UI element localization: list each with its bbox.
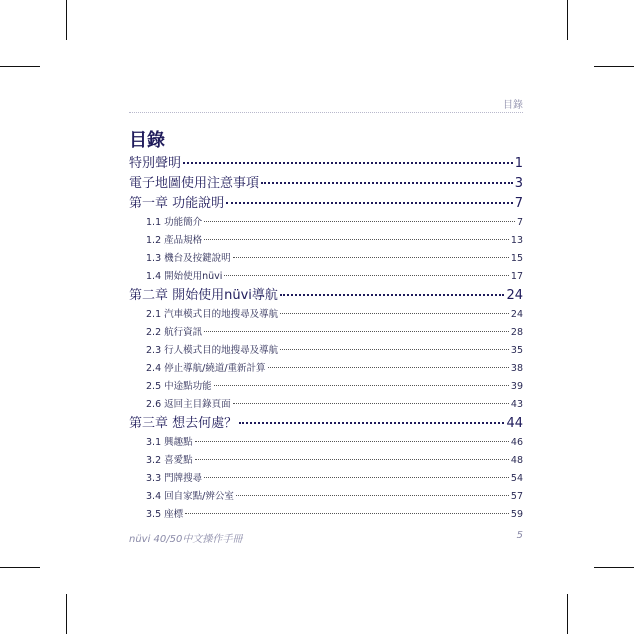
toc-leader-dots <box>261 182 513 184</box>
toc-entry-page: 44 <box>506 416 523 431</box>
toc-section-entry[interactable] <box>129 360 523 378</box>
toc-leader-dots <box>280 294 505 296</box>
toc-entry-label: 2.3 行人模式目的地搜尋及導航 <box>146 345 279 356</box>
toc-chapter-entry[interactable] <box>129 154 523 174</box>
toc-entry-page: 17 <box>510 271 523 282</box>
crop-mark-top-left-h <box>0 66 40 67</box>
toc-entry-page: 48 <box>510 455 523 466</box>
toc-leader-dots <box>226 202 513 204</box>
toc-chapter-entry[interactable] <box>129 194 523 214</box>
toc-entry-page: 24 <box>510 309 523 320</box>
toc-entry-page: 15 <box>510 253 523 264</box>
toc-entry-label: 3.4 回自家點/辨公室 <box>146 491 234 502</box>
toc-leader-dots <box>236 495 509 496</box>
toc-section-entry[interactable] <box>129 306 523 324</box>
toc-entry-label: 2.1 汽車模式目的地搜尋及導航 <box>146 309 279 320</box>
toc-entry-label: 3.2 喜愛點 <box>146 455 193 466</box>
toc-entry-label: 2.2 航行資訊 <box>146 327 203 338</box>
toc-entry-label: 1.3 機台及按鍵說明 <box>146 253 231 264</box>
toc-section-entry[interactable] <box>129 268 523 286</box>
toc-section-entry[interactable] <box>129 232 523 250</box>
footer-page-number: 5 <box>516 530 523 541</box>
toc-leader-dots <box>224 275 508 276</box>
toc-leader-dots <box>280 349 509 350</box>
crop-mark-bottom-right <box>567 594 568 634</box>
crop-mark-bottom-right-h <box>594 567 634 568</box>
toc-entry-page: 1 <box>514 156 523 171</box>
toc-section-entry[interactable] <box>129 488 523 506</box>
toc-section-entry[interactable] <box>129 452 523 470</box>
toc-leader-dots <box>183 162 513 164</box>
toc-entry-page: 35 <box>510 345 523 356</box>
toc-leader-dots <box>195 459 509 460</box>
crop-mark-bottom-left-h <box>0 567 40 568</box>
toc-section-entry[interactable] <box>129 250 523 268</box>
running-header: 目錄 <box>503 100 523 111</box>
toc-entry-label: 1.4 開始使用nüvi <box>146 271 223 282</box>
page-title: 目錄 <box>129 130 165 151</box>
toc-leader-dots <box>268 367 509 368</box>
toc-entry-label: 2.5 中途點功能 <box>146 381 212 392</box>
toc-entry-label: 第二章 開始使用nüvi導航 <box>129 288 278 303</box>
toc-leader-dots <box>280 313 509 314</box>
header-rule <box>129 112 523 113</box>
toc-leader-dots <box>195 441 509 442</box>
toc-entry-page: 24 <box>506 288 523 303</box>
crop-mark-top-right-h <box>594 66 634 67</box>
toc-entry-label: 第一章 功能說明 <box>129 196 225 211</box>
toc-entry-page: 54 <box>510 473 523 484</box>
toc-leader-dots <box>204 331 509 332</box>
toc-section-entry[interactable] <box>129 324 523 342</box>
toc-entry-page: 38 <box>510 363 523 374</box>
crop-mark-bottom-left <box>66 594 67 634</box>
toc-leader-dots <box>214 385 509 386</box>
toc-entry-label: 3.5 座標 <box>146 509 184 520</box>
toc-entry-label: 第三章 想去何處？ <box>129 416 238 431</box>
toc-entry-label: 電子地圖使用注意事項 <box>129 176 260 191</box>
toc-leader-dots <box>204 221 515 222</box>
toc-entry-label: 3.3 門牌搜尋 <box>146 473 203 484</box>
toc-entry-page: 7 <box>514 196 523 211</box>
footer-product-name: nüvi 40/50中文操作手冊 <box>129 534 243 545</box>
toc-leader-dots <box>204 477 509 478</box>
toc-entry-label: 1.2 產品規格 <box>146 235 203 246</box>
toc-leader-dots <box>204 239 509 240</box>
toc-entry-page: 7 <box>516 217 523 228</box>
toc-entry-page: 39 <box>510 381 523 392</box>
toc-chapter-entry[interactable] <box>129 286 523 306</box>
toc-entry-page: 43 <box>510 399 523 410</box>
toc-entry-label: 2.6 返回主目錄頁面 <box>146 399 231 410</box>
toc-section-entry[interactable] <box>129 214 523 232</box>
toc-section-entry[interactable] <box>129 434 523 452</box>
toc-leader-dots <box>185 513 509 514</box>
toc-entry-page: 3 <box>514 176 523 191</box>
toc-entry-page: 46 <box>510 437 523 448</box>
toc-entry-label: 2.4 停止導航/繞道/重新計算 <box>146 363 266 374</box>
toc-entry-label: 3.1 興趣點 <box>146 437 193 448</box>
crop-mark-top-right <box>567 0 568 40</box>
crop-mark-top-left <box>66 0 67 40</box>
toc-entry-page: 28 <box>510 327 523 338</box>
toc-entry-page: 59 <box>510 509 523 520</box>
toc-section-entry[interactable] <box>129 506 523 524</box>
toc-section-entry[interactable] <box>129 342 523 360</box>
toc-section-entry[interactable] <box>129 470 523 488</box>
toc-section-entry[interactable] <box>129 396 523 414</box>
toc-entry-page: 13 <box>510 235 523 246</box>
toc-leader-dots <box>239 422 504 424</box>
toc-entry-label: 特別聲明 <box>129 156 182 171</box>
toc-entry-page: 57 <box>510 491 523 502</box>
toc-chapter-entry[interactable] <box>129 174 523 194</box>
toc-entry-label: 1.1 功能簡介 <box>146 217 203 228</box>
toc-chapter-entry[interactable] <box>129 414 523 434</box>
toc-section-entry[interactable] <box>129 378 523 396</box>
toc-leader-dots <box>233 257 509 258</box>
table-of-contents <box>129 154 523 524</box>
toc-leader-dots <box>233 403 509 404</box>
